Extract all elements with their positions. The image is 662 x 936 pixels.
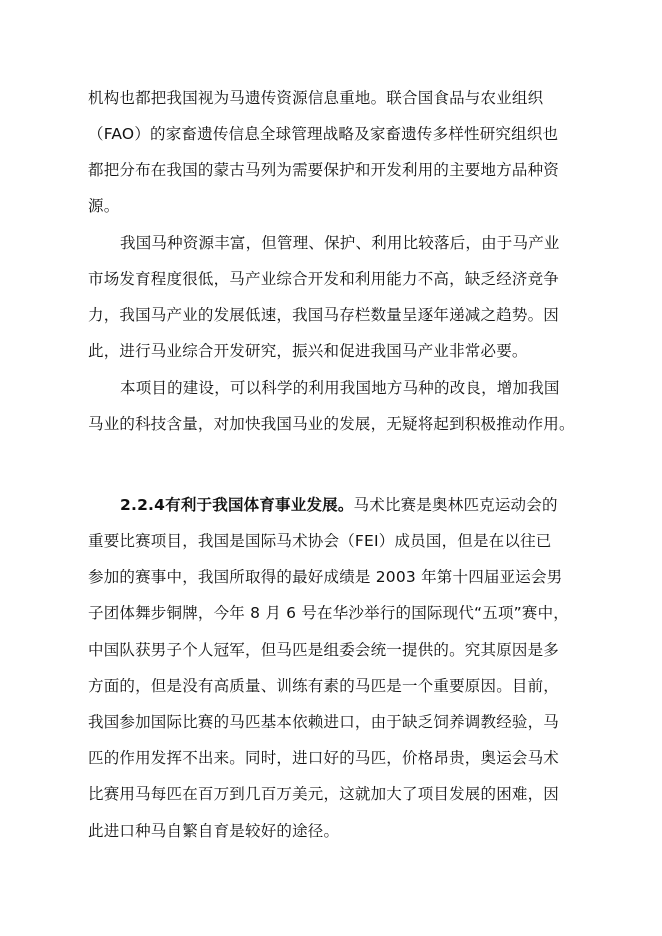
text-line: 匹的作用发挥不出来。同时，进口好的马匹，价格昂贵，奥运会马术 [88,749,560,767]
section-number: 2.2.4 [120,496,166,514]
text-line: 马业的科技含量，对加快我国马业的发展，无疑将起到积极推动作用。 [88,415,575,433]
text-line: 重要比赛项目，我国是国际马术协会（FEI）成员国，但是在以往已 [88,532,552,550]
text-line: 中国队获男子个人冠军，但马匹是组委会统一提供的。究其原因是多 [88,641,560,659]
text-line: 此，进行马业综合开发研究，振兴和促进我国马产业非常必要。 [88,342,528,360]
text-line: 源。 [88,197,120,215]
section-intro-text: 马术比赛是奥林匹克运动会的 [353,496,558,514]
section-heading-line [120,495,558,515]
text-line: 本项目的建设，可以科学的利用我国地方马种的改良，增加我国 [120,379,560,397]
text-line: 方面的，但是没有高质量、训练有素的马匹是一个重要原因。目前， [88,677,560,695]
text-line: 机构也都把我国视为马遗传资源信息重地。联合国食品与农业组织 [88,89,544,107]
text-line: 力，我国马产业的发展低速，我国马存栏数量呈逐年递减之趋势。因 [88,306,560,324]
text-line: 我国参加国际比赛的马匹基本依赖进口，由于缺乏饲养调教经验，马 [88,713,560,731]
text-line: 此进口种马自繁自育是较好的途径。 [88,822,340,840]
text-line: 子团体舞步铜牌，今年 8 月 6 号在华沙举行的国际现代“五项”赛中， [88,604,569,622]
text-line: （FAO）的家畜遗传信息全球管理战略及家畜遗传多样性研究组织也 [88,125,559,143]
text-line: 比赛用马每匹在百万到几百万美元，这就加大了项目发展的困难，因 [88,785,560,803]
text-line: 都把分布在我国的蒙古马列为需要保护和开发利用的主要地方品种资 [88,161,560,179]
section-title: 有利于我国体育事业发展。 [165,496,354,514]
text-line: 我国马种资源丰富，但管理、保护、利用比较落后，由于马产业 [120,234,560,252]
text-line: 市场发育程度很低，马产业综合开发和利用能力不高，缺乏经济竞争 [88,270,560,288]
text-line: 参加的赛事中，我国所取得的最好成绩是 2003 年第十四届亚运会男 [88,568,563,586]
